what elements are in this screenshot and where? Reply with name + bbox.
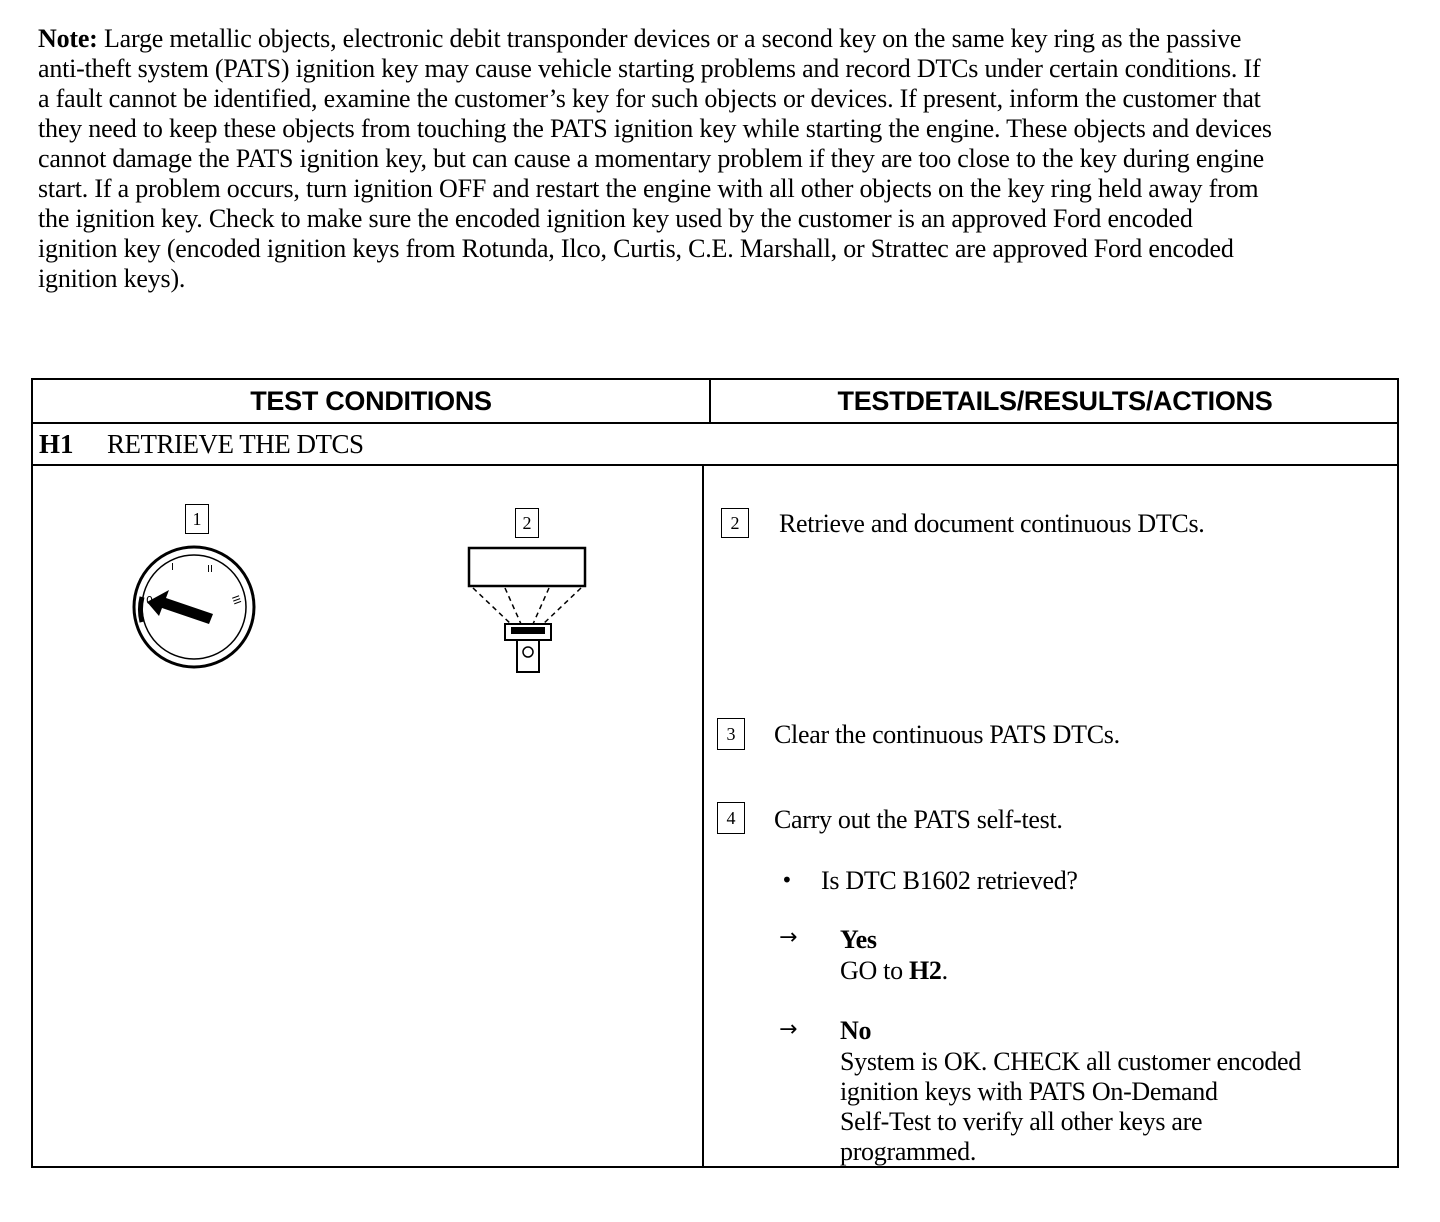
callout-1: 1 bbox=[185, 504, 209, 534]
note-text: Large metallic objects, electronic debit transponder devices or a second key on the same key ring as the passive anti-theft system (PATS) ignition key may cause vehicle starting problems and record DTCs under certain conditions. If a fault cannot be identified, examine the customer’s key for such objects or devices. If present, inform the customer that they need to keep these objects from touching the PATS ignition key while starting the engine. These objects and devices cannot damage the PATS ignition key, but can cause a momentary problem if they are too close to the key during engine start. If a problem occurs, turn ignition OFF and restart the engine with all other objects on the key ring held away from the ignition key. Check to make sure the encoded ignition key used by the customer is an approved Ford encoded ignition key (encoded ignition keys from Rotunda, Ilco, Curtis, C.E. Marshall, or Strattec are approved Ford encoded ignition keys). bbox=[38, 24, 1272, 293]
yes-action-suffix: . bbox=[941, 956, 948, 985]
step-title: RETRIEVE THE DTCS bbox=[107, 428, 364, 459]
scan-tool-connector-icon bbox=[465, 546, 589, 676]
question-text: Is DTC B1602 retrieved? bbox=[821, 866, 1078, 895]
header-test-conditions: TEST CONDITIONS bbox=[33, 380, 711, 424]
switch-pos-3: III bbox=[228, 594, 243, 607]
step-2-callout: 2 bbox=[721, 508, 749, 538]
switch-pos-0: 0 bbox=[146, 594, 153, 607]
step-3-text: Clear the continuous PATS DTCs. bbox=[774, 720, 1120, 749]
yes-action-target: H2 bbox=[908, 956, 942, 985]
step-id: H1 bbox=[39, 428, 74, 459]
yes-action bbox=[840, 956, 948, 986]
no-label: No bbox=[840, 1016, 872, 1045]
no-arrow-icon: → bbox=[779, 1017, 798, 1042]
switch-pos-2: II bbox=[207, 564, 213, 575]
column-divider bbox=[702, 466, 704, 1168]
ignition-switch-icon bbox=[129, 542, 259, 672]
yes-arrow-icon: → bbox=[779, 925, 798, 950]
no-action bbox=[840, 1047, 1301, 1167]
yes-action-prefix: GO to bbox=[840, 956, 909, 985]
no-action-line-3: Self-Test to verify all other keys are bbox=[840, 1107, 1203, 1136]
step-row-h1 bbox=[33, 424, 1397, 466]
callout-2: 2 bbox=[515, 508, 539, 538]
note-label: Note: bbox=[38, 24, 98, 53]
yes-label: Yes bbox=[840, 925, 877, 954]
question-bullet: • bbox=[781, 868, 793, 892]
switch-pos-1: I bbox=[171, 562, 174, 573]
step-4-callout: 4 bbox=[717, 802, 745, 834]
diagnostic-table bbox=[31, 378, 1399, 1168]
step-3-callout: 3 bbox=[717, 718, 745, 750]
step-4-text: Carry out the PATS self-test. bbox=[774, 805, 1063, 834]
header-test-details: TESTDETAILS/RESULTS/ACTIONS bbox=[711, 380, 1399, 424]
note-paragraph bbox=[38, 24, 1278, 294]
no-action-line-4: programmed. bbox=[840, 1137, 977, 1166]
no-action-line-2: ignition keys with PATS On-Demand bbox=[840, 1077, 1218, 1106]
step-2-text: Retrieve and document continuous DTCs. bbox=[779, 509, 1205, 538]
no-action-line-1: System is OK. CHECK all customer encoded bbox=[840, 1047, 1301, 1076]
